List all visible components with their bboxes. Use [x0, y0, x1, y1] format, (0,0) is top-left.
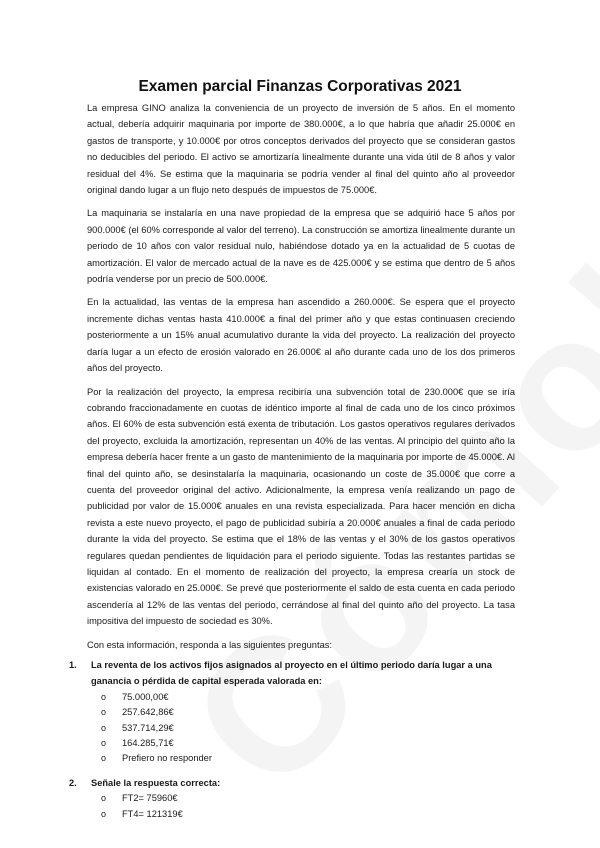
option-item[interactable] — [87, 705, 515, 720]
bullet-icon: o — [101, 738, 107, 749]
bullet-icon: o — [101, 793, 107, 804]
paragraph-3: En la actualidad, las ventas de la empresa han ascendido a 260.000€. Se espera que el proyecto incremente dichas ventas hasta 410.000€ a final del primer año y que estas continuasen creciendo posteriormente a un 15% anual acumulativo durante la vida del proyecto. La realización del proyecto daría lugar a un efecto de erosión valorado en 26.000€ al año durante cada uno de los dos primeros años del proyecto. — [87, 297, 515, 374]
question-number: 1. — [69, 660, 77, 670]
exam-title: Examen parcial Finanzas Corporativas 2021 — [138, 78, 462, 95]
option-item[interactable] — [87, 791, 515, 806]
bullet-icon: o — [101, 808, 107, 819]
option-item[interactable] — [87, 721, 515, 736]
option-label: 75.000,00€ — [122, 691, 169, 702]
bullet-icon: o — [101, 691, 107, 702]
option-label: FT2= 75960€ — [122, 793, 178, 804]
option-list — [87, 791, 515, 822]
question-1 — [69, 657, 515, 767]
exam-body — [69, 100, 515, 828]
option-label: 164.285,71€ — [122, 738, 174, 749]
question-text: Señale la respuesta correcta: — [91, 777, 221, 788]
option-label: Prefiero no responder — [122, 753, 212, 764]
bullet-icon: o — [101, 707, 107, 718]
question-text: La reventa de los activos fijos asignados al proyecto en el último periodo daría lugar a una ganancia o pérdida de capital esperada valorada en: — [91, 660, 492, 687]
option-label: 257.642,86€ — [122, 707, 174, 718]
option-item[interactable] — [87, 736, 515, 751]
question-number: 2. — [69, 777, 77, 788]
paragraph-1: La empresa GINO analiza la conveniencia de un proyecto de inversión de 5 años. En el momento actual, debería adquirir maquinaria por importe de 380.000€, a lo que habría que añadir 25.000€ en gastos de transporte, y 10.000€ por otros conceptos derivados del proyecto que se consideran gastos no deducibles del periodo. El activo se amortizaría linealmente durante una vida útil de 8 años y valor residual del 4%. Se estima que la maquinaria se podría vender al final del quinto año al proveedor original dando lugar a un flujo neto después de impuestos de 75.000€. — [87, 103, 515, 196]
option-item[interactable] — [87, 751, 515, 766]
paragraph-2: La maquinaria se instalaría en una nave propiedad de la empresa que se adquirió hace 5 años por 900.000€ (el 60% corresponde al valor del terreno). La construcción se amortiza linealmente durante un periodo de 10 años con valor residual nulo, habiéndose dotado ya en la actualidad de 5 cuotas de amortización. El valor de mercado actual de la nave es de 425.000€ y se estima que dentro de 5 años podría venderse por un precio de 500.000€. — [87, 208, 515, 285]
option-label: FT4= 121319€ — [122, 808, 183, 819]
option-item[interactable] — [87, 807, 515, 822]
question-2 — [69, 775, 515, 822]
bullet-icon: o — [101, 722, 107, 733]
option-label: 537.714,29€ — [122, 722, 174, 733]
option-item[interactable] — [87, 690, 515, 705]
option-list — [87, 690, 515, 767]
questions-intro: Con esta información, responda a las siguientes preguntas: — [87, 639, 332, 650]
paragraph-4: Por la realización del proyecto, la empresa recibiría una subvención total de 230.000€ que se iría cobrando fraccionadamente en cuotas de idéntico importe al final de cada uno de los cinco próximos años. El 60% de esta subvención está exenta de tributación. Los gastos operativos regulares derivados del proyecto, excluida la amortización, representan un 40% de las ventas. Al principio del quinto año la empresa debería hacer frente a un gasto de mantenimiento de la maquinaria por importe de 45.000€. Al final del quinto año, se desinstalaría la maquinaria, ocasionando un coste de 35.000€ que corre a cuenta del proveedor original del activo. Adicionalmente, la empresa venía realizando un pago de publicidad por valor de 15.000€ anuales en una revista especializada. Para hacer mención en dicha revista a este nuevo proyecto, el pago de publicidad subiría a 20.000€ anuales a final de cada periodo durante la vida del proyecto. Se estima que el 18% de las ventas y el 30% de los gastos operativos regulares quedan pendientes de liquidación para el periodo siguiente. Todas las restantes partidas se liquidan al contado. En el momento de realización del proyecto, la empresa crearía un stock de existencias valorado en 25.000€. Se prevé que posteriormente el saldo de esta cuenta en cada periodo ascendería al 12% de las ventas del periodo, cerrándose al final del quinto año del proyecto. La tasa impositiva del impuesto de sociedad es 30%. — [87, 386, 515, 627]
bullet-icon: o — [101, 753, 107, 764]
